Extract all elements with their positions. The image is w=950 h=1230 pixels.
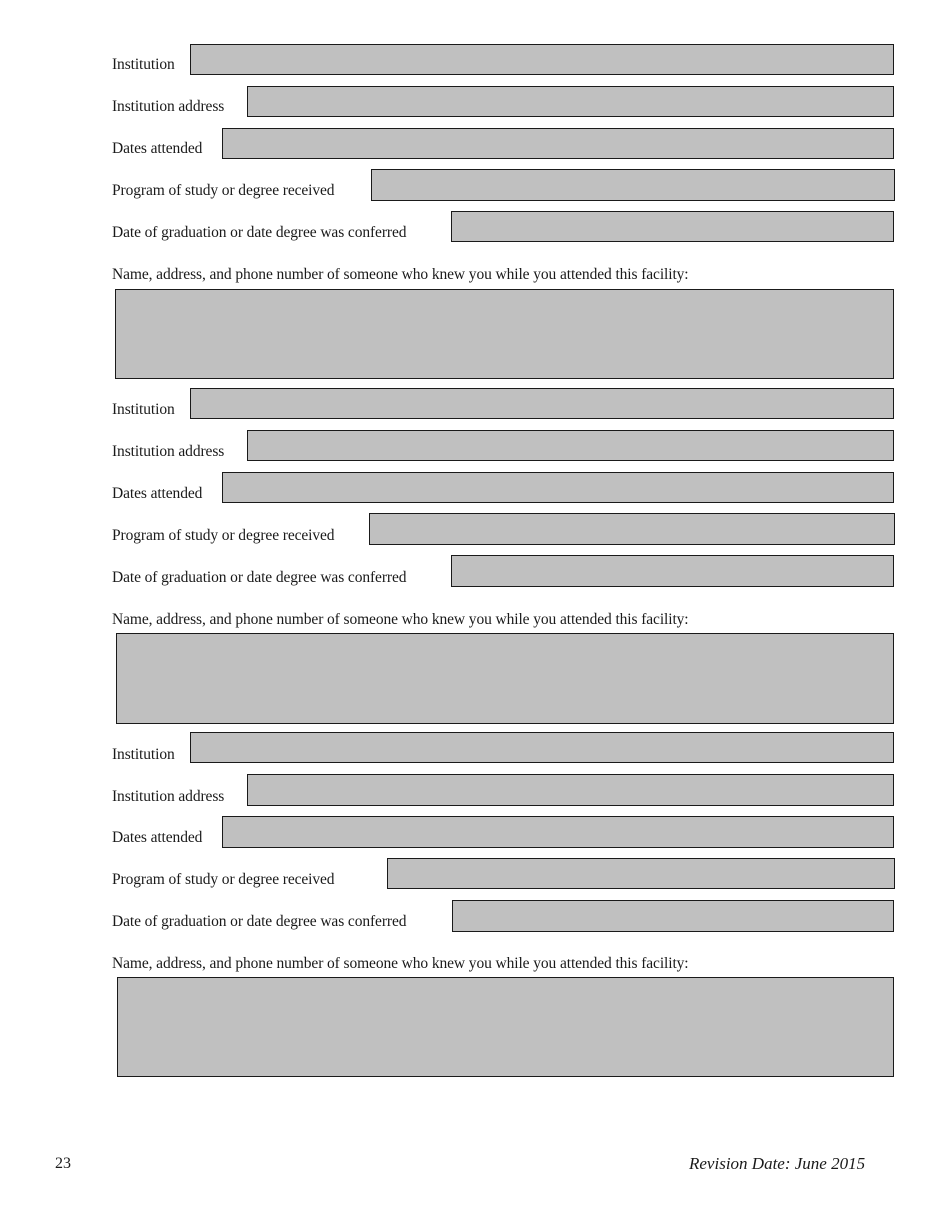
institution-address-label: Institution address [112, 443, 225, 460]
institution-address-label: Institution address [112, 788, 225, 805]
dates-attended-field[interactable] [222, 472, 894, 503]
reference-contact-field[interactable] [115, 289, 894, 379]
graduation-date-label: Date of graduation or date degree was conferred [112, 569, 407, 586]
institution-label: Institution [112, 746, 175, 763]
graduation-date-field[interactable] [452, 900, 894, 932]
institution-address-field[interactable] [247, 774, 894, 806]
institution-address-label: Institution address [112, 98, 225, 115]
institution-field[interactable] [190, 44, 894, 75]
institution-label: Institution [112, 56, 175, 73]
program-field[interactable] [387, 858, 895, 889]
reference-contact-label: Name, address, and phone number of someone who knew you while you attended this facility: [112, 611, 689, 628]
page-number: 23 [55, 1155, 71, 1172]
institution-field[interactable] [190, 388, 894, 419]
graduation-date-field[interactable] [451, 211, 894, 242]
dates-attended-field[interactable] [222, 816, 894, 848]
dates-attended-label: Dates attended [112, 485, 203, 502]
institution-address-field[interactable] [247, 430, 894, 461]
program-label: Program of study or degree received [112, 182, 335, 199]
program-label: Program of study or degree received [112, 527, 335, 544]
dates-attended-field[interactable] [222, 128, 894, 159]
revision-date: Revision Date: June 2015 [689, 1154, 866, 1173]
reference-contact-label: Name, address, and phone number of someone who knew you while you attended this facility: [112, 955, 689, 972]
program-field[interactable] [371, 169, 895, 201]
program-label: Program of study or degree received [112, 871, 335, 888]
reference-contact-field[interactable] [117, 977, 894, 1077]
reference-contact-label: Name, address, and phone number of someone who knew you while you attended this facility: [112, 266, 689, 283]
graduation-date-label: Date of graduation or date degree was conferred [112, 913, 407, 930]
program-field[interactable] [369, 513, 895, 545]
dates-attended-label: Dates attended [112, 829, 203, 846]
dates-attended-label: Dates attended [112, 140, 203, 157]
reference-contact-field[interactable] [116, 633, 894, 724]
institution-address-field[interactable] [247, 86, 894, 117]
institution-label: Institution [112, 401, 175, 418]
institution-field[interactable] [190, 732, 894, 763]
graduation-date-label: Date of graduation or date degree was conferred [112, 224, 407, 241]
graduation-date-field[interactable] [451, 555, 894, 587]
